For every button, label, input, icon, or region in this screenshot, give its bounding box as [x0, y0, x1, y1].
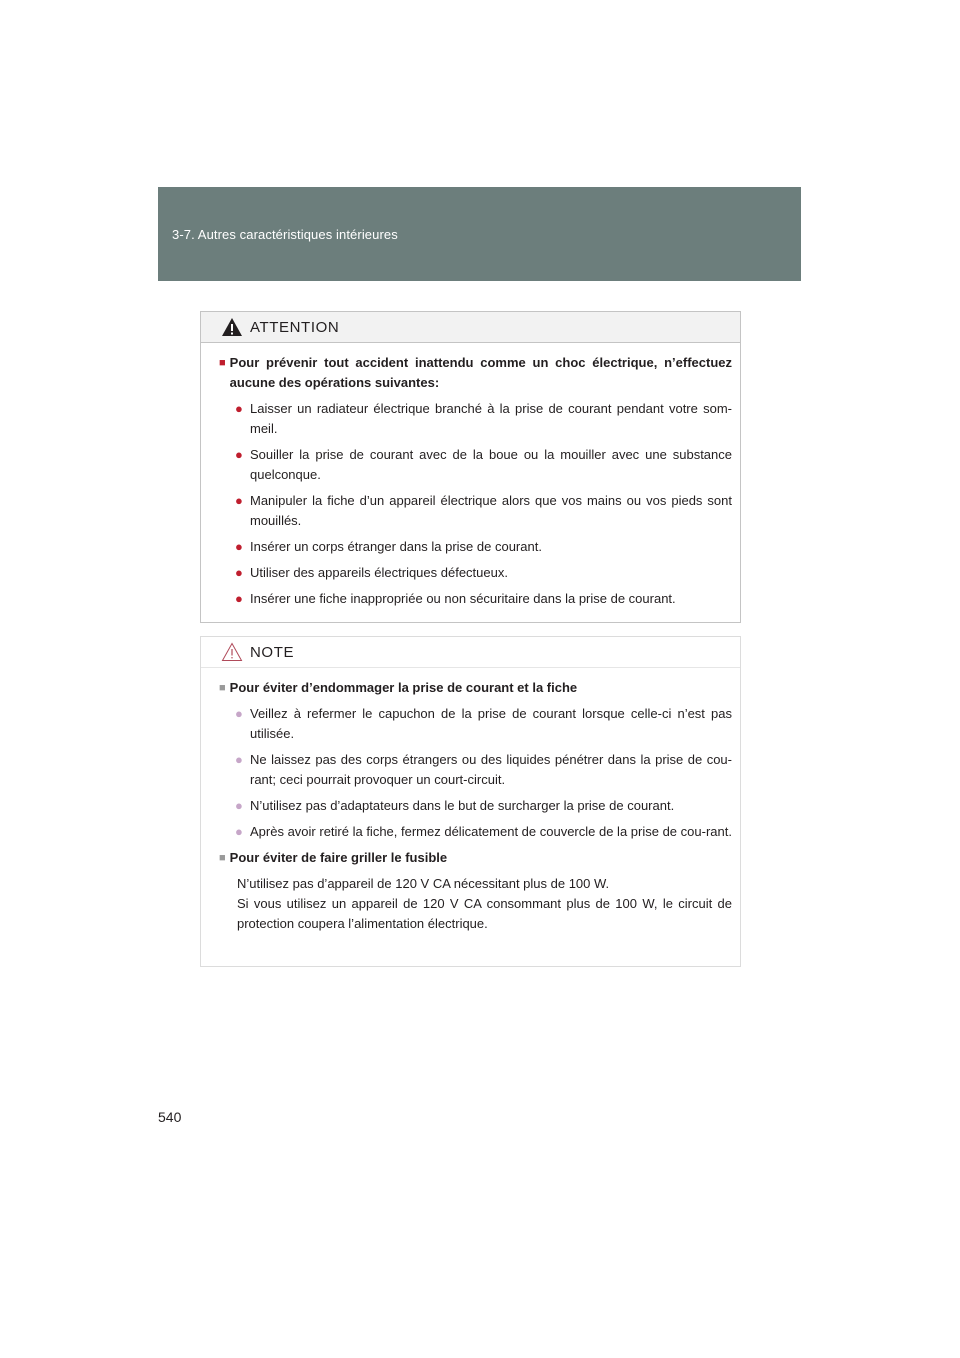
note-label: NOTE: [250, 644, 295, 661]
list-item: ● Laisser un radiateur électrique branché à la prise de courant pendant votre som-meil.: [235, 399, 732, 439]
note-section-title: ■ Pour éviter d’endommager la prise de courant et la fiche: [219, 678, 732, 698]
warning-triangle-icon: [221, 317, 243, 337]
bullet-icon: ●: [235, 591, 243, 606]
list-item: ● Souiller la prise de courant avec de la boue ou la mouiller avec une substance quelconque.: [235, 445, 732, 485]
attention-box: [200, 311, 741, 623]
bullet-icon: ●: [235, 824, 243, 839]
page-number: 540: [158, 1109, 182, 1125]
note-paragraph: N’utilisez pas d’appareil de 120 V CA nécessitant plus de 100 W.: [237, 876, 610, 891]
list-item: ● Insérer une fiche inappropriée ou non sécuritaire dans la prise de courant.: [235, 589, 732, 609]
list-item: ● Veillez à refermer le capuchon de la prise de courant lorsque celle-ci n’est pas utilisée.: [235, 704, 732, 744]
list-item: ● Manipuler la fiche d’un appareil électrique alors que vos mains ou vos pieds sont mouillés.: [235, 491, 732, 531]
attention-section-title: ■ Pour prévenir tout accident inattendu comme un choc électrique, n’effectuez aucune des opérations suivantes:: [219, 353, 732, 393]
square-bullet-icon: ■: [219, 852, 226, 864]
square-bullet-icon: ■: [219, 357, 226, 369]
bullet-icon: ●: [235, 401, 243, 416]
list-item: ● Ne laissez pas des corps étrangers ou des liquides pénétrer dans la prise de cou-rant; ceci pourrait provoquer un court-circuit.: [235, 750, 732, 790]
bullet-icon: ●: [235, 798, 243, 813]
list-item: ● N’utilisez pas d’adaptateurs dans le but de surcharger la prise de courant.: [235, 796, 732, 816]
attention-label: ATTENTION: [250, 319, 340, 336]
section-header-band: [158, 187, 801, 281]
note-paragraph: Si vous utilisez un appareil de 120 V CA consommant plus de 100 W, le circuit de protection coupera l’alimentation électrique.: [237, 896, 732, 931]
note-header: [201, 637, 740, 668]
note-section-title: ■ Pour éviter de faire griller le fusible: [219, 848, 732, 868]
note-box: [200, 636, 741, 967]
bullet-icon: ●: [235, 752, 243, 767]
caution-outline-triangle-icon: [221, 642, 243, 662]
bullet-icon: ●: [235, 539, 243, 554]
bullet-icon: ●: [235, 493, 243, 508]
list-item: ● Insérer un corps étranger dans la prise de courant.: [235, 537, 732, 557]
bullet-icon: ●: [235, 706, 243, 721]
bullet-icon: ●: [235, 447, 243, 462]
list-item: ● Après avoir retiré la fiche, fermez délicatement de couvercle de la prise de cou-rant.: [235, 822, 732, 842]
bullet-icon: ●: [235, 565, 243, 580]
section-title: 3-7. Autres caractéristiques intérieures: [172, 227, 398, 242]
square-bullet-icon: ■: [219, 682, 226, 694]
attention-header: [201, 312, 740, 343]
list-item: ● Utiliser des appareils électriques défectueux.: [235, 563, 732, 583]
